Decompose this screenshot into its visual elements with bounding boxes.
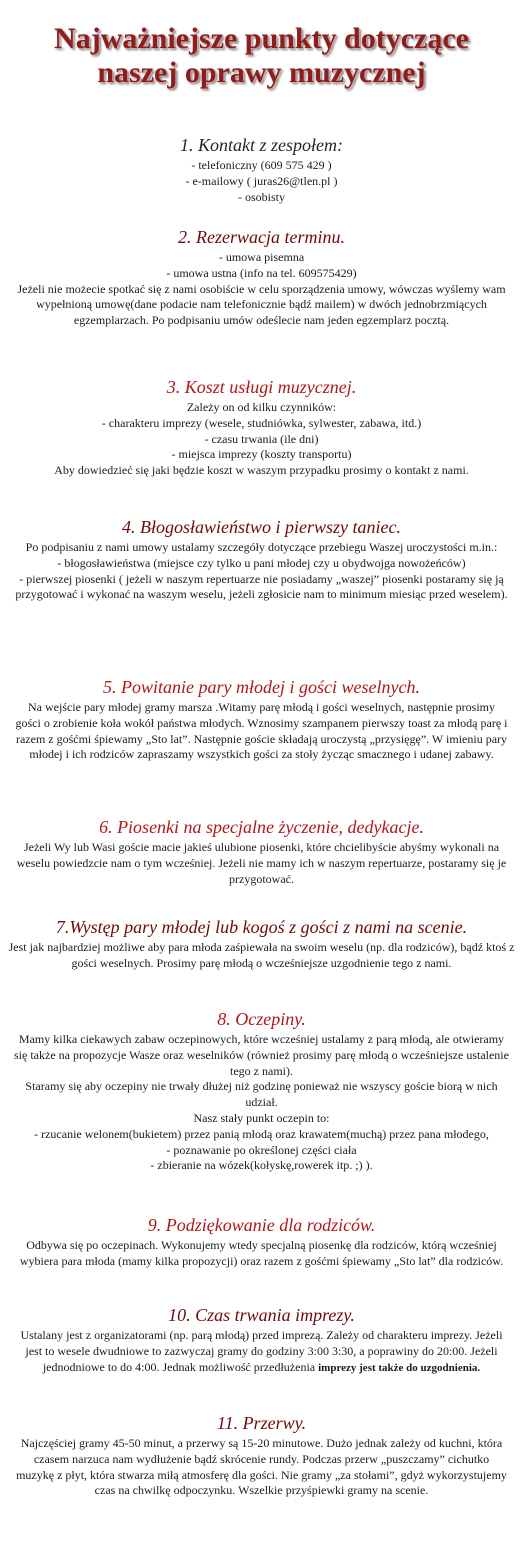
section-unveiling bbox=[0, 1008, 523, 1174]
body-line: - pierwszej piosenki ( jeżeli w naszym repertuarze nie posiadamy „waszej” piosenki postaramy się ją przygotować i wykonać na waszym weselu, jeżeli zgłosicie nam to minimum miesiąc przed weselem). bbox=[15, 571, 508, 602]
section-body bbox=[0, 250, 523, 329]
section-reservation bbox=[0, 226, 523, 329]
body-paragraph bbox=[14, 1328, 509, 1376]
section-heading: 8. Oczepiny. bbox=[217, 1009, 306, 1029]
contact-phone: - telefoniczny (609 575 429 ) bbox=[191, 158, 332, 172]
section-heading: 4. Błogosławieństwo i pierwszy taniec. bbox=[122, 517, 401, 537]
section-duration bbox=[0, 1304, 523, 1376]
body-line: Po podpisaniu z nami umowy ustalamy szczegóły dotyczące przebiegu Waszej uroczystości m.in.: bbox=[25, 540, 498, 554]
section-heading: 6. Piosenki na specjalne życzenie, dedykacje. bbox=[99, 817, 424, 837]
contact-personal: - osobisty bbox=[237, 189, 285, 204]
body-line: Aby dowiedzieć się jaki będzie koszt w waszym przypadku prosimy o kontakt z nami. bbox=[54, 463, 469, 478]
section-body bbox=[0, 1032, 523, 1174]
section-heading: 10. Czas trwania imprezy. bbox=[168, 1305, 355, 1325]
page-title bbox=[0, 22, 523, 90]
body-line: Mamy kilka ciekawych zabaw oczepinowych, które wcześniej ustalamy z parą młodą, ale otwieramy się także na propozycje Wasze oraz weselników (również prosimy parę młodą o wcześniejsze ustalenie tego z nami). bbox=[14, 1032, 509, 1078]
body-line: Na wejście pary młodej gramy marsza .Witamy parę młodą i gości weselnych, następnie prosimy gości o zrobienie koła wokół państwa młodych. Wznosimy szampanem pierwszy toast za młodą parę i razem z gośćmi śpiewamy „Sto lat”. Następnie goście składają uroczystą „przysięgę”. W imieniu pary młodej i ich rodziców zapraszamy wszystkich gości za stoły życząc smacznego i udanej zabawy. bbox=[15, 700, 508, 762]
body-line: Staramy się aby oczepiny nie trwały dłużej niż godzinę ponieważ nie wszyscy goście biorą w nich udział. bbox=[25, 1079, 498, 1110]
body-line: Zależy on od kilku czynników: bbox=[186, 400, 337, 414]
section-heading: 1. Kontakt z zespołem: bbox=[180, 135, 343, 155]
section-song-requests bbox=[0, 816, 523, 887]
body-line: - błogosławieństwa (miejsce czy tylko u pani młodej czy u obydwojga nowożeńców) bbox=[57, 555, 466, 570]
section-body bbox=[0, 540, 523, 603]
section-thanks-parents bbox=[0, 1214, 523, 1270]
section-body bbox=[0, 700, 523, 763]
body-line: - poznawanie po określonej części ciała bbox=[166, 1142, 357, 1157]
section-heading: 5. Powitanie pary młodej i gości weselnych. bbox=[103, 677, 420, 697]
section-blessing bbox=[0, 516, 523, 603]
body-line: Nasz stały punkt oczepin to: bbox=[193, 1110, 330, 1125]
body-line: Ustalany jest z organizatorami (np. parą młodą) przed imprezą. Zależy od charakteru imprezy. Jeżeli jest to wesele dwudniowe to zazwyczaj gramy do godziny 3:00 3:30, a poprawiny do 20:00. Jeżeli jednodniowe to do 4:00. Jednak możliwość przedłużenia bbox=[20, 1328, 503, 1374]
section-heading: 7.Występ pary młodej lub kogoś z gości z nami na scenie. bbox=[55, 917, 468, 937]
body-line: - rzucanie welonem(bukietem) przez panią młodą oraz krawatem(muchą) przez pana młodego, bbox=[34, 1126, 489, 1141]
section-body bbox=[0, 840, 523, 887]
body-line: Jeżeli nie możecie spotkać się z nami osobiście w celu sporządzenia umowy, wówczas wyślemy wam wypełnioną umowę(dane podacie nam telefonicznie bądź mailem) w dwóch jednobrzmiących egzemplarzach. Po podpisaniu umów odeślecie nam jeden egzemplarz pocztą. bbox=[17, 281, 506, 328]
section-heading: 2. Rezerwacja terminu. bbox=[178, 227, 345, 247]
body-line: Najczęściej gramy 45-50 minut, a przerwy są 15-20 minutowe. Dużo jednak zależy od kuchni, która czasem narzuca nam wydłużenie bądź skrócenie rundy. Podczas przerw „puszczamy” cichutko muzykę z płyt, która stwarza miłą atmosferę dla gości. Nie gramy „za stołami”, gdyż wykorzystujemy czas na chwilkę odpoczynku. Wszelkie przyśpiewki gramy na scenie. bbox=[16, 1436, 507, 1498]
contact-email[interactable]: - e-mailowy ( juras26@tlen.pl ) bbox=[185, 173, 338, 188]
body-line: - charakteru imprezy (wesele, studniówka, sylwester, zabawa, itd.) bbox=[101, 415, 422, 430]
section-heading: 11. Przerwy. bbox=[216, 1413, 307, 1433]
body-line: - umowa ustna (info na tel. 609575429) bbox=[166, 265, 357, 280]
body-line-bold: imprezy jest także do uzgodnienia. bbox=[318, 1361, 481, 1374]
body-line: - miejsca imprezy (koszty transportu) bbox=[171, 447, 352, 462]
body-line: - zbieranie na wózek(kołyskę,rowerek itp. ;) ). bbox=[150, 1158, 373, 1173]
body-line: Odbywa się po oczepinach. Wykonujemy wtedy specjalną piosenkę dla rodziców, którą wcześniej wybiera para młoda (mamy kilka propozycji) oraz razem z gośćmi śpiewamy „Sto lat” dla rodziców. bbox=[19, 1238, 504, 1268]
section-breaks bbox=[0, 1412, 523, 1499]
section-heading: 9. Podziękowanie dla rodziców. bbox=[147, 1215, 376, 1235]
section-cost bbox=[0, 376, 523, 479]
section-body bbox=[0, 158, 523, 205]
body-line: - umowa pisemna bbox=[218, 250, 305, 264]
section-body bbox=[0, 940, 523, 972]
body-line: - czasu trwania (ile dni) bbox=[204, 431, 319, 446]
section-body bbox=[0, 1238, 523, 1270]
page-title-line-2: naszej oprawy muzycznej bbox=[97, 56, 426, 89]
section-heading: 3. Koszt usługi muzycznej. bbox=[166, 377, 357, 397]
body-line: Jest jak najbardziej możliwe aby para młoda zaśpiewała na swoim weselu (np. dla rodziców), bądź ktoś z gości weselnych. Prosimy parę młodą o wcześniejsze uzgodnienie tego z nami. bbox=[8, 940, 515, 970]
section-body bbox=[0, 1328, 523, 1376]
section-welcome bbox=[0, 676, 523, 763]
section-body bbox=[0, 400, 523, 479]
section-performance bbox=[0, 916, 523, 972]
section-contact bbox=[0, 134, 523, 205]
body-line: Jeżeli Wy lub Wasi goście macie jakieś ulubione piosenki, które chcielibyście abyśmy wykonali na weselu powiedzcie nam o tym wcześniej. Jeżeli nie mamy ich w naszym repertuarze, postaramy się je przygotować. bbox=[16, 840, 507, 886]
page-title-line-1: Najważniejsze punkty dotyczące bbox=[54, 22, 469, 55]
section-body bbox=[0, 1436, 523, 1499]
